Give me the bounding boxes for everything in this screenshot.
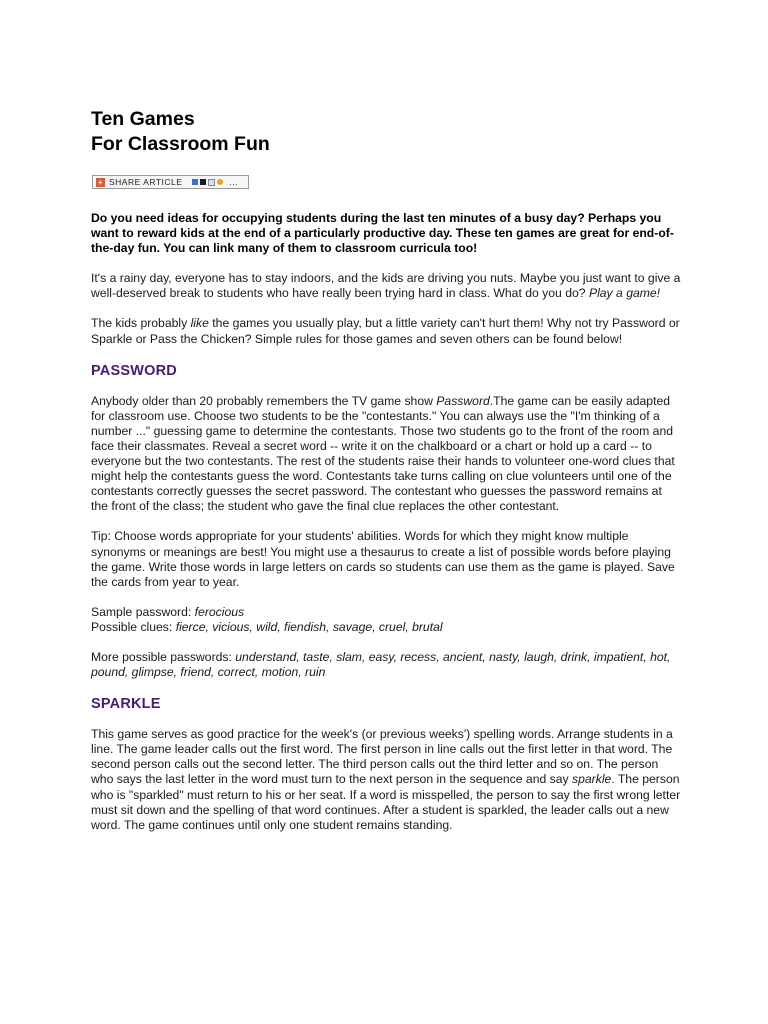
share-more: ... [229,177,239,187]
plus-icon: + [97,177,104,187]
social-services-icons [192,179,223,186]
password-tip: Tip: Choose words appropriate for your students' abilities. Words for which they might know multiple synonyms or meanings are best! You might use a thesaurus to create a list of possible words before playing the game. Write those words in large letters on cards so students can use them as the game is played. Save the cards from year to year. [91,529,675,589]
stumbleupon-icon [217,179,223,185]
password-sample: Sample password: ferocious Possible clues: fierce, vicious, wild, fiendish, savage, cruel, brutal [91,604,443,634]
intro-paragraph-1: It's a rainy day, everyone has to stay indoors, and the kids are driving you nuts. Maybe you just want to give a well-deserved break to students who have really been trying hard in class. What do you do? Play a game! [91,271,681,301]
password-paragraph: Anybody older than 20 probably remembers the TV game show Password.The game can be easily adapted for classroom use. Choose two students to be the "contestants." You can always use the "I'm thinking of a number ..." guessing game to determine the contestants. Those two students go to the front of the room and face their classmates. Reveal a secret word -- write it on the chalkboard or a chart or hold up a card -- to everyone but the two contestants. The rest of the students raise their hands to volunteer one-word clues that might help the contestants guess the word. Contestants take turns calling on clue volunteers until one of the contestants correctly guesses the secret password. The contestant who guesses the password remains at the front of the class; the student who gave the final clue replaces the other contestant. [91,393,675,514]
sparkle-heading: SPARKLE [91,696,161,713]
share-article-label: SHARE ARTICLE [109,177,183,187]
reddit-icon [208,179,215,186]
share-article-button[interactable] [92,175,249,189]
delicious-icon [192,179,198,185]
sparkle-paragraph: This game serves as good practice for the week's (or previous weeks') spelling words. Arrange students in a line. The game leader calls out the first word. The first person in line calls out the first letter in that word. The second person calls out the second letter. The third person calls out the third letter and so on. The person who says the last letter in the word must turn to the next person in the sequence and say sparkle. The person who is "sparkled" must return to his or her seat. If a word is misspelled, the person to say the first wrong letter must sit down and the spelling of that word continues. After a student is sparkled, the leader calls out a new word. The game continues until only one student remains standing. [91,727,681,832]
password-heading: PASSWORD [91,362,177,379]
title-line-2: For Classroom Fun [91,133,270,155]
intro-paragraph-2: The kids probably like the games you usually play, but a little variety can't hurt them! Why not try Password or Sparkle or Pass the Chicken? Simple rules for those games and seven others can be found below! [91,316,680,346]
page-title [91,107,270,157]
digg-icon [200,179,206,185]
article-body [91,211,681,848]
title-line-1: Ten Games [91,108,195,130]
lead-paragraph: Do you need ideas for occupying students during the last ten minutes of a busy day? Perhaps you want to reward kids at the end of a particularly productive day. These ten games are great for end-of-the-day fun. You can link many of them to classroom curricula too! [91,211,674,256]
password-more: More possible passwords: understand, taste, slam, easy, recess, ancient, nasty, laugh, drink, impatient, hot, pound, glimpse, friend, correct, motion, ruin [91,649,671,680]
